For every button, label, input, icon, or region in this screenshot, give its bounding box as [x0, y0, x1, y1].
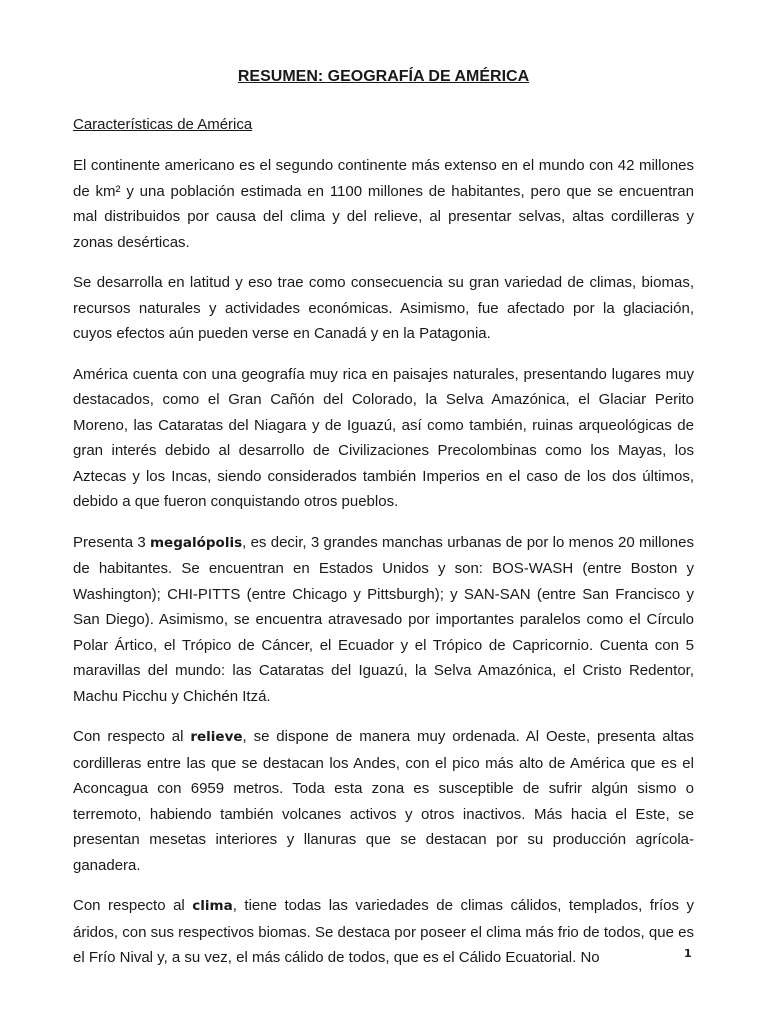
paragraph-2: Se desarrolla en latitud y eso trae como consecuencia su gran variedad de climas, biomas, recursos naturales y actividades económicas. Asimismo, fue afectado por la glaciación, cuyos efectos aún pueden verse en Canadá y en la Patagonia. — [73, 274, 694, 342]
paragraph-5 — [73, 724, 694, 878]
paragraph-4-text-end: , es decir, 3 grandes manchas urbanas de por lo menos 20 millones de habitantes. Se encuentran en Estados Unidos y son: BOS-WASH (entre Boston y Washington); CHI-PITTS (entre Chicago y Pittsburgh); y SAN-SAN (entre San Francisco y San Diego). Asimismo, se encuentra atravesado por importantes paralelos como el Círculo Polar Ártico, el Trópico de Cáncer, el Ecuador y el Trópico de Capricornio. Cuenta con 5 maravillas del mundo: las Cataratas del Iguazú, la Selva Amazónica, el Cristo Redentor, Machu Picchu y Chichén Itzá. — [73, 533, 694, 705]
paragraph-1: El continente americano es el segundo continente más extenso en el mundo con 42 millones de km² y una población estimada en 1100 millones de habitantes, pero que se encuentran mal distribuidos por causa del clima y del relieve, al presentar selvas, altas cordilleras y zonas desérticas. — [73, 157, 694, 251]
document-body — [73, 66, 694, 986]
paragraph-6 — [73, 893, 694, 971]
page-number: 1 — [684, 947, 692, 960]
keyword-megalopolis: megalópolis — [149, 534, 243, 551]
keyword-relieve: relieve — [190, 729, 243, 745]
section-heading: Características de América — [73, 116, 253, 133]
paragraph-4 — [73, 530, 694, 710]
paragraph-5-text-start: Con respecto al — [73, 728, 191, 745]
paragraph-4-text-start: Presenta 3 — [73, 533, 150, 551]
paragraph-6-text-start: Con respecto al — [73, 897, 193, 914]
keyword-clima: clima — [192, 898, 233, 914]
paragraph-6-text-end: , tiene todas las variedades de climas cálidos, templados, fríos y áridos, con sus respectivos biomas. Se destaca por poseer el clima más frio de todos, que es el Frío Nival y, a su vez, el más cálido de todos, que es el Cálido Ecuatorial. No — [73, 897, 694, 966]
paragraph-3: América cuenta con una geografía muy rica en paisajes naturales, presentando lugares muy destacados, como el Gran Cañón del Colorado, la Selva Amazónica, el Glaciar Perito Moreno, las Cataratas del Niagara y de Iguazú, así como también, ruinas arqueológicas de gran interés debido al desarrollo de Civilizaciones Precolombinas como los Mayas, los Aztecas y los Incas, siendo considerados también Imperios en el caso de los dos últimos, debido a que fueron conquistando otros pueblos. — [73, 365, 694, 510]
document-title: RESUMEN: GEOGRAFÍA DE AMÉRICA — [237, 68, 530, 85]
paragraph-5-text-end: , se dispone de manera muy ordenada. Al Oeste, presenta altas cordilleras entre las que se destacan los Andes, con el pico más alto de América que es el Aconcagua con 6959 metros. Toda esta zona es susceptible de sufrir algún sismo o terremoto, habiendo también volcanes activos y otros inactivos. Más hacia el Este, se presentan mesetas interiores y llanuras que se destacan por su producción agrícola-ganadera. — [73, 728, 694, 874]
